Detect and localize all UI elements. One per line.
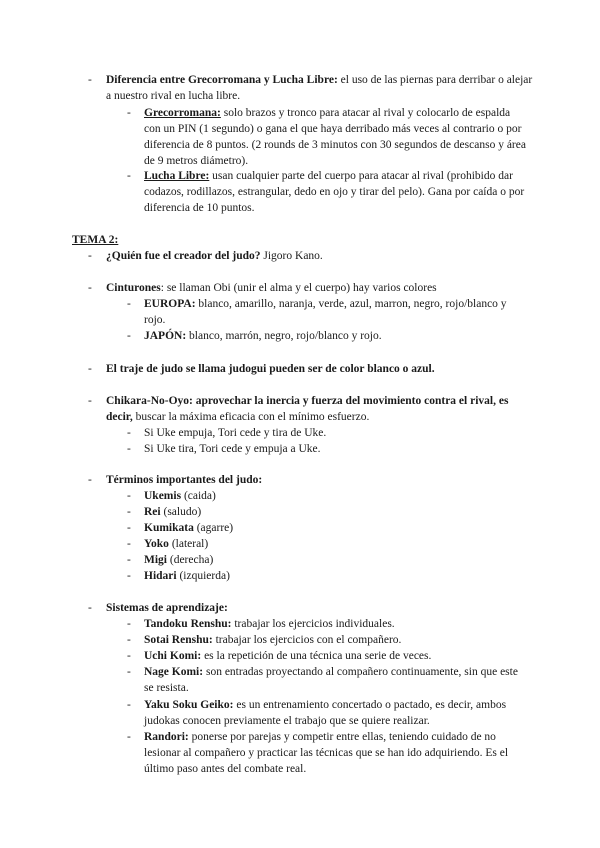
dash: -	[88, 282, 92, 294]
sub-sotai-renshu	[0, 632, 529, 648]
desc: usan cualquier parte del cuerpo para atacar al rival (prohibido dar codazos, rodillazos, estrangular, dedo en ojo y tirar del pelo). Gana por caída o por diferencia de 10 puntos.	[144, 170, 525, 214]
desc: ponerse por parejas y competir entre ellas, teniendo cuidado de no lesionar al compañero y practicar las técnicas que se han ido adquiriendo. Es el último paso antes del combate real.	[144, 731, 509, 775]
bullet-terminos	[0, 472, 536, 488]
desc: es la repetición de una técnica una serie de veces.	[201, 650, 432, 662]
term: Grecorromana:	[144, 107, 221, 119]
sub-yaku-soku-geiko	[0, 697, 529, 729]
dash: -	[127, 506, 131, 518]
sub-hidari	[0, 568, 529, 584]
term: Cinturones	[106, 282, 161, 294]
desc: trabajar los ejercicios con el compañero.	[212, 634, 402, 646]
sub-ukemis	[0, 488, 529, 504]
section-heading: TEMA 2:	[72, 234, 119, 246]
term: Kumikata	[144, 522, 194, 534]
sub-uchi-komi	[0, 648, 529, 664]
desc: buscar la máxima eficacia con el mínimo esfuerzo.	[132, 411, 370, 423]
dash: -	[127, 666, 131, 678]
dash: -	[127, 650, 131, 662]
sub-japon	[0, 328, 529, 344]
term: JAPÓN:	[144, 330, 187, 342]
sub-randori	[0, 729, 529, 777]
dash: -	[127, 618, 131, 630]
sub-yoko	[0, 536, 529, 552]
dash: -	[127, 427, 131, 439]
term: Sistemas de aprendizaje:	[106, 602, 228, 614]
sub-tandoku-renshu	[0, 616, 529, 632]
dash: -	[88, 474, 92, 486]
term: ¿Quién fue el creador del judo?	[106, 250, 261, 262]
term: Hidari	[144, 570, 177, 582]
term: El traje de judo se llama judogui pueden ser de color blanco o azul.	[106, 363, 435, 375]
desc: (izquierda)	[176, 570, 230, 582]
bullet-creador	[0, 248, 536, 264]
dash: -	[88, 250, 92, 262]
desc: (lateral)	[168, 538, 209, 550]
sub-kumikata	[0, 520, 529, 536]
sub-nage-komi	[0, 664, 529, 696]
sub-migi	[0, 552, 529, 568]
sub-grecorromana	[0, 105, 529, 169]
term: Yoko	[144, 538, 169, 550]
dash: -	[88, 395, 92, 407]
dash: -	[127, 330, 131, 342]
bullet-diferencia	[0, 72, 536, 104]
term: Diferencia entre Grecorromana y Lucha Libre:	[106, 74, 338, 86]
term: Tandoku Renshu:	[144, 618, 232, 630]
term: Migi	[144, 554, 167, 566]
desc: Si Uke empuja, Tori cede y tira de Uke.	[144, 427, 327, 439]
sub-lucha-libre	[0, 168, 529, 216]
dash: -	[127, 554, 131, 566]
desc: es un entrenamiento concertado o pactado, es decir, ambos judokas conocen previamente el trabajo que se quiere realizar.	[144, 699, 507, 727]
dash: -	[127, 634, 131, 646]
dash: -	[88, 74, 92, 86]
desc: el uso de las piernas para derribar o alejar a nuestro rival en lucha libre.	[106, 74, 533, 102]
desc: blanco, amarillo, naranja, verde, azul, marron, negro, rojo/blanco y rojo.	[144, 298, 507, 326]
term: Lucha Libre:	[144, 170, 210, 182]
term: Rei	[144, 506, 161, 518]
desc: (saludo)	[160, 506, 202, 518]
dash: -	[127, 731, 131, 743]
desc: son entradas proyectando al compañero continuamente, sin que este se resista.	[144, 666, 518, 694]
sub-uke-empuja	[0, 425, 529, 441]
desc: trabajar los ejercicios individuales.	[231, 618, 395, 630]
desc: blanco, marrón, negro, rojo/blanco y rojo.	[186, 330, 382, 342]
sub-europa	[0, 296, 529, 328]
sub-rei	[0, 504, 529, 520]
dash: -	[127, 490, 131, 502]
term: Sotai Renshu:	[144, 634, 213, 646]
bullet-sistemas	[0, 600, 536, 616]
dash: -	[88, 602, 92, 614]
desc: Si Uke tira, Tori cede y empuja a Uke.	[144, 443, 321, 455]
desc: (agarre)	[193, 522, 234, 534]
sub-uke-tira	[0, 441, 529, 457]
desc: Jigoro Kano.	[260, 250, 323, 262]
term: Yaku Soku Geiko:	[144, 699, 234, 711]
desc: solo brazos y tronco para atacar al rival y colocarlo de espalda con un PIN (1 segundo) o gana el que haya derribado más veces al contrario o por diferencia de 8 puntos. (2 rounds de 3 minutos con 30 segundos de descanso y área de 9 metros diámetro).	[144, 107, 526, 167]
bullet-judogui	[0, 361, 536, 377]
dash: -	[88, 363, 92, 375]
dash: -	[127, 522, 131, 534]
term: EUROPA:	[144, 298, 196, 310]
term: Términos importantes del judo:	[106, 474, 263, 486]
dash: -	[127, 443, 131, 455]
dash: -	[127, 538, 131, 550]
bullet-chikara	[0, 393, 536, 425]
term: Uchi Komi:	[144, 650, 202, 662]
dash: -	[127, 107, 131, 119]
term: Nage Komi:	[144, 666, 204, 678]
desc: (caida)	[181, 490, 216, 502]
term: Chikara-No-Oyo: aprovechar la inercia y fuerza del movimiento contra el rival, es decir,	[106, 395, 509, 423]
dash: -	[127, 699, 131, 711]
term: Randori:	[144, 731, 189, 743]
dash: -	[127, 570, 131, 582]
dash: -	[127, 170, 131, 182]
term: Ukemis	[144, 490, 182, 502]
bullet-cinturones	[0, 280, 536, 296]
dash: -	[127, 298, 131, 310]
desc: : se llaman Obi (unir el alma y el cuerpo) hay varios colores	[160, 282, 437, 294]
desc: (derecha)	[167, 554, 214, 566]
